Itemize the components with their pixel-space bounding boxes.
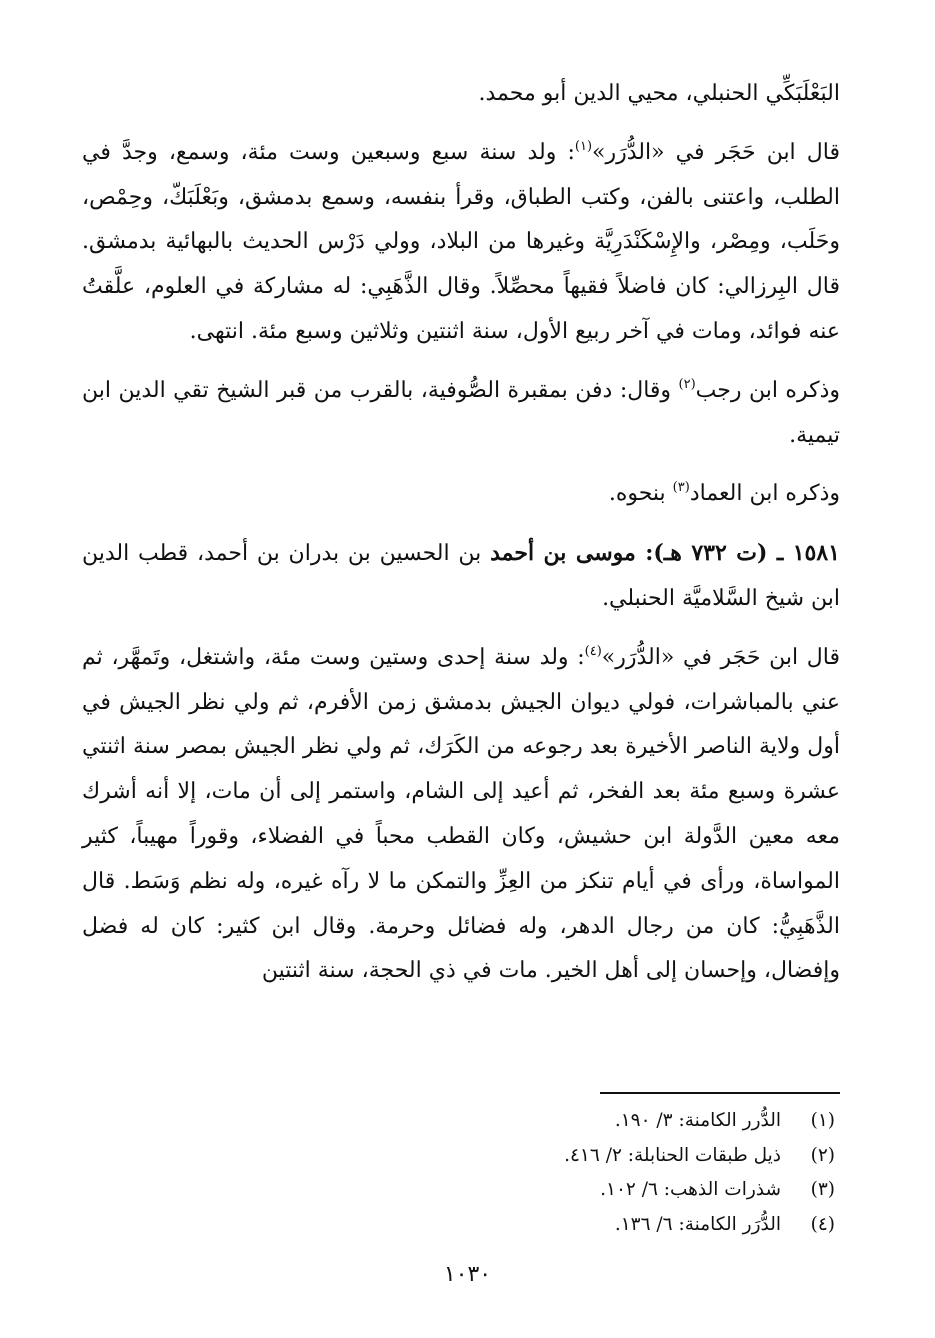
footnote-2 — [315, 1139, 835, 1174]
text-segment: : ولد سنة إحدى وستين وست مئة، واشتغل، وتَمهَّر، ثم عني بالمباشرات، فولي ديوان الجيش بدمشق زمن الأفرم، ثم ولي نظر الجيش في أول ولاية الناصر الأخيرة بعد رجوعه من الكَرَك، ثم ولي نظر الجيش بمصر سنة اثنتي عشرة وسبع مئة بعد الفخر، ثم أعيد إلى الشام، واستمر إلى أن مات، إلا أنه أشرك معه معين الدَّولة ابن حشيش، وكان القطب محباً في الفضلاء، وقوراً مهيباً، كثير المواساة، ورأى في أيام تنكز من العِزِّ والتمكن ما لا رآه غيره، وله نظم وَسَط. قال الذَّهَبِيُّ: كان من رجال الدهر، وله فضائل وحرمة. وقال ابن كثير: كان له فضل وإفضال، وإحسان إلى أهل الخير. مات في ذي الحجة، سنة اثنتين — [82, 644, 840, 984]
footnote-text: الدُّرَر الكامنة: ٦/ ١٣٦. — [614, 1213, 781, 1235]
footnote-number: (٣) — [810, 1179, 835, 1200]
footnote-text: ذيل طبقات الحنابلة: ٢/ ٤١٦. — [564, 1144, 781, 1166]
footnote-number: (٤) — [810, 1213, 835, 1235]
footnote-ref-1: (١) — [574, 138, 593, 154]
footnote-1 — [315, 1104, 835, 1139]
footnote-3 — [315, 1173, 835, 1208]
page-number: ١٠٣٠ — [443, 1262, 492, 1287]
entry-1581 — [82, 531, 840, 622]
footnotes — [315, 1104, 835, 1242]
footnote-ref-4: (٤) — [584, 643, 602, 659]
footnote-text: شذرات الذهب: ٦/ ١٠٢. — [600, 1179, 781, 1200]
text-segment: قال ابن حَجَر في «الدُّرَر» — [592, 139, 840, 165]
footnote-separator — [600, 1092, 840, 1094]
footnote-ref-2: (٢) — [678, 376, 696, 392]
text-segment: : ولد سنة سبع وسبعين وست مئة، وسمع، وجدَّ في الطلب، واعتنى بالفن، وكتب الطباق، وقرأ بنفسه، وسمع بدمشق، وبَعْلَبَكّ، وحِمْص، وحَلَب، ومِصْر، والإِسْكَنْدَرِيَّة وغيرها من البلاد، وولي دَرْس الحديث بالبهائية بدمشق. قال البِرزالي: كان فاضلاً فقيهاً محصِّلاً. وقال الذَّهَبِي: له مشاركة في العلوم، علَّقتُ عنه فوائد، ومات في آخر ربيع الأول، سنة اثنتين وثلاثين وسبع مئة. انتهى. — [82, 139, 840, 344]
footnote-4 — [315, 1208, 835, 1243]
text-segment: وذكره ابن رجب — [695, 377, 840, 403]
footnote-text: الدُّرر الكامنة: ٣/ ١٩٠. — [614, 1110, 781, 1131]
entry-heading: ١٥٨١ ـ (ت ٧٣٢ هـ): موسى بن أحمد — [490, 540, 840, 567]
footnote-number: (٢) — [810, 1144, 835, 1166]
paragraph-continuation: البَعْلَبَكِّي الحنبلي، محيي الدين أبو محمد. — [478, 81, 840, 106]
footnote-ref-3: (٣) — [672, 480, 690, 496]
footnote-number: (١) — [810, 1110, 835, 1131]
paragraph-ibn-rajab — [82, 369, 840, 459]
paragraph-ibn-hajar-2 — [82, 636, 840, 994]
text-segment: قال ابن حَجَر في «الدُّرَر» — [601, 644, 840, 670]
text-segment: وقال: دفن بمقبرة الصُّوفية، بالقرب من قبر الشيخ تقي الدين ابن تيمية. — [82, 377, 840, 448]
main-text — [82, 72, 840, 994]
text-segment: بنحوه. — [608, 481, 673, 507]
paragraph-ibn-al-imad — [82, 472, 840, 517]
text-segment: وذكره ابن العماد — [689, 481, 840, 507]
paragraph-ibn-hajar-1 — [82, 131, 840, 355]
entry-name-rest: بن الحسين بن بدران بن أحمد، قطب الدين ابن شيخ السَّلاميَّة الحنبلي. — [82, 541, 840, 611]
